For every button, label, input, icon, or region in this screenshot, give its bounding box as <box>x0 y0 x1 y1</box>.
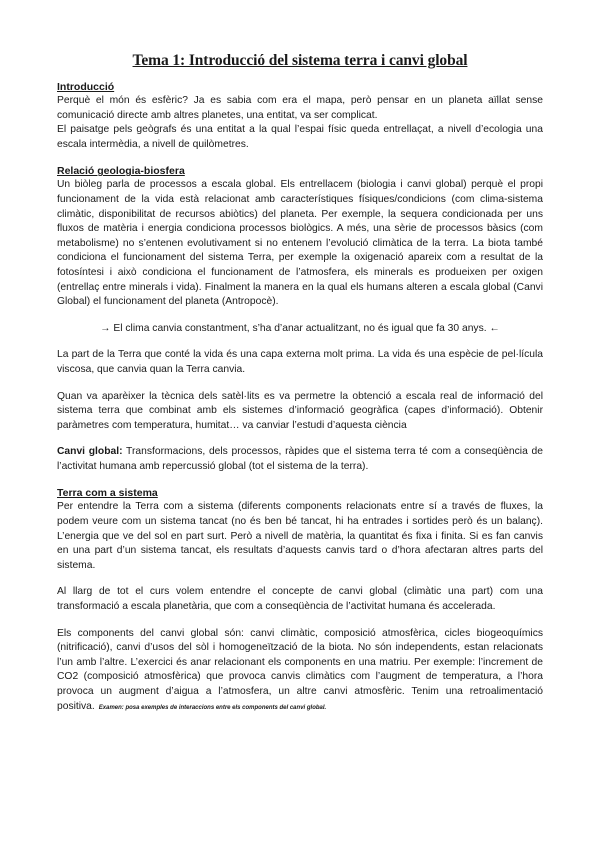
paragraph: Quan va aparèixer la tècnica dels satèl·lits es va permetre la obtenció a escala real de informació del sistema terra que combinat amb els sistemes d’informació geogràfica (capes d’informació). Obtenir paràmetres com temperatura, humitat… va canviar l’estudi d’aquesta ciència <box>57 390 543 431</box>
paragraph: Al llarg de tot el curs volem entendre el concepte de canvi global (climàtic una part) com una transformació a escala planetària, que com a conseqüència de l’activitat humana és accelerada. <box>57 586 543 613</box>
section-heading-terra-sistema: Terra com a sistema <box>57 487 158 500</box>
section-heading-geologia-biosfera: Relació geologia-biosfera <box>57 165 185 178</box>
paragraph: La part de la Terra que conté la vida és una capa externa molt prima. La vida és una espècie de pel·lícula viscosa, que canvia quan la Terra canvia. <box>57 349 543 375</box>
document-page <box>57 52 543 715</box>
section-heading-introduccio: Introducció <box>57 81 115 93</box>
paragraph: Un biòleg parla de processos a escala global. Els entrellacem (biologia i canvi global) perquè el propi funcionament de la vida està relacionat amb característiques físiques/condicions (com clima-sistema climàtic, disponibilitat de recursos abiòtics) del planeta. Per exemple, la sequera condicionada per uns fluxos de matèria i energia condiciona processos biològics. A més, una sèrie de processos bàsics (com metabolisme) no s’entenen evolutivament si no entenem l’evolució climàtica de la terra. La biota també condiciona el funcionament del sistema Terra, per exemple la oxigenació apareix com a resultat de la fotosíntesi i això condiciona el funcionament de l’atmosfera, els minerals es produeixen per oxigen (entrellaç entre minerals i vida). Finalment la manera en la qual els humans alteren a escala global (Canvi Global) el funcionament del planeta (Antropocè). <box>57 179 543 308</box>
paragraph: Perquè el món és esfèric? Ja es sabia com era el mapa, però pensar en un planeta aïllat sense comunicació directe amb altres planetes, una entitat, va ser complicat. <box>57 95 543 121</box>
paragraph: Per entendre la Terra com a sistema (diferents components relacionats entre sí a través de fluxes, la podem veure com un sistema tancat (no és ben bé tancat, hi ha entrades i sortides però és un balanç). L’energia que ve del sol en part surt. Però a nivell de matèria, la quantitat és fixa i finita. Si es fan canvis en una part d’un sistema tancat, els resultats d’aquests canvis tard o d’hora afectaran altres parts del sistema. <box>57 501 543 571</box>
definition-term: Canvi global: <box>57 446 123 458</box>
highlight-line: → El clima canvia constantment, s’ha d’anar actualitzant, no és igual que fa 30 anys. ← <box>100 322 500 334</box>
page-title: Tema 1: Introducció del sistema terra i canvi global <box>132 52 468 69</box>
exam-note: Examen: posa exemples de interaccions entre els components del canvi global. <box>98 704 327 711</box>
paragraph: El paisatge pels geògrafs és una entitat a la qual l’espai físic queda entrellaçat, a nivell d’ecologia una escala intermèdia, a nivell de quilòmetres. <box>57 124 543 150</box>
paragraph <box>57 627 543 716</box>
definition-paragraph <box>57 445 543 474</box>
definition-text: Transformacions, dels processos, ràpides que el sistema terra té com a conseqüència de l’activitat humana amb repercussió global (tot el sistema de la terra). <box>57 446 543 472</box>
paragraph-text: Els components del canvi global són: canvi climàtic, composició atmosfèrica, cicles biogeoquímics (nitrificació), canvi d’usos del sòl i homogeneïtzació de la biota. No són independents, estan relacionats l’un amb l’altre. L’exercici és anar relacionant els components en una matriu. Per exemple: l’increment de CO2 (composició atmosfèrica) que provoca canvis climàtics com l’augment de temperatura, a l’hora provoca un augment d’aigua a l’atmosfera, un altre canvi atmosfèric. Tenim una retroalimentació positiva. <box>57 627 543 712</box>
